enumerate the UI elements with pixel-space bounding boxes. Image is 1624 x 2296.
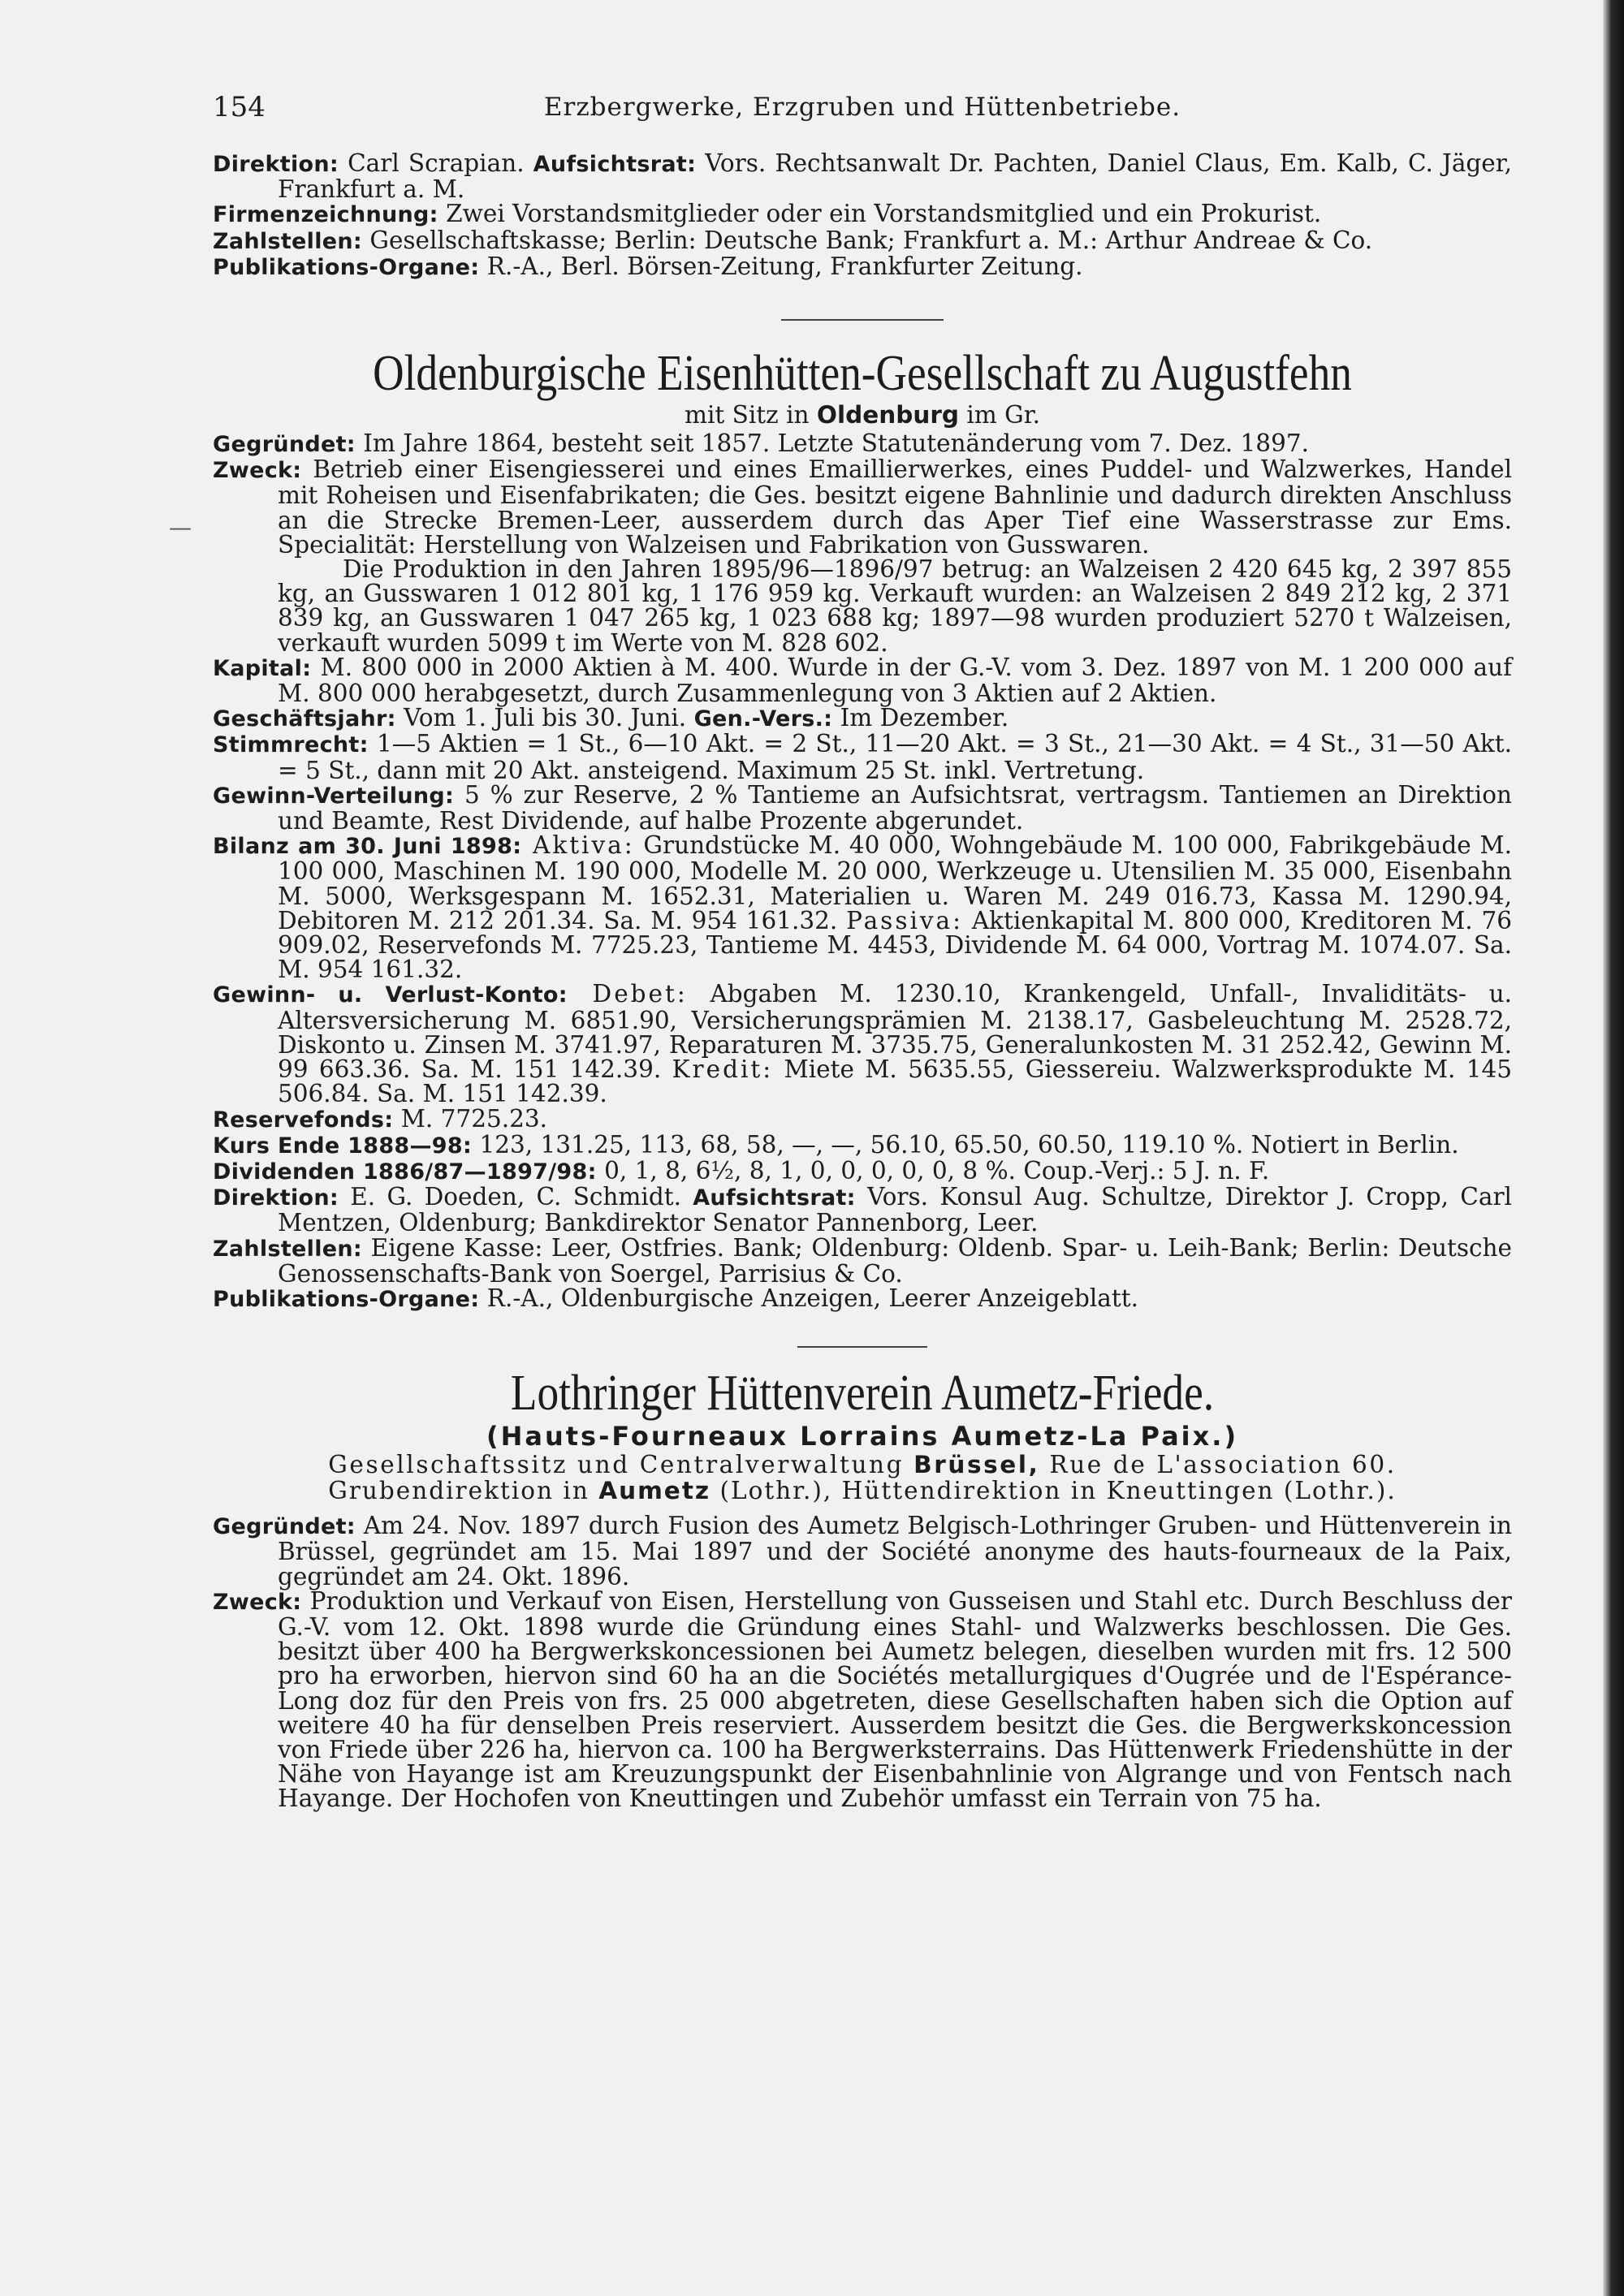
seat-city: Oldenburg: [816, 401, 959, 429]
text: Am 24. Nov. 1897 durch Fusion des Aumetz Belgisch-Lothringer Gruben- und Hüttenverein in Brüssel, gegründet am 15. Mai 1897 und der Société anonyme des hauts-fourneaux de la Paix, gegründet am 24. Okt. 1896.: [278, 1512, 1512, 1590]
oldenburg-zahlstellen: [213, 1233, 1512, 1288]
label: Kurs Ende 1888—98:: [213, 1133, 473, 1159]
text: Vors. Rechtsanwalt Dr. Pachten, Daniel Claus, Em. Kalb, C. Jäger, Frankfurt a. M.: [278, 149, 1513, 204]
label: Gewinn- u. Verlust-Konto:: [213, 982, 568, 1008]
site-city: Aumetz: [598, 1477, 711, 1505]
running-head: Erzbergwerke, Erzgruben und Hüttenbetriebe.: [543, 93, 1181, 122]
oldenburg-reservefonds: [213, 1104, 1512, 1133]
label: Zahlstellen:: [213, 1236, 363, 1262]
company-title: Lothringer Hüttenverein Aumetz-Friede.: [510, 1366, 1215, 1422]
text: Zwei Vorstandsmitglieder oder ein Vorstandsmitglied und ein Prokurist.: [438, 200, 1322, 228]
text: 123, 131.25, 113, 68, 58, —, —, 56.10, 65.50, 60.50, 119.10 %. Notiert in Berlin.: [472, 1130, 1459, 1159]
oldenburg-geschaeftsjahr: [213, 706, 1512, 732]
debet-label: Debet:: [567, 980, 688, 1008]
text: Gesellschaftssitz und Centralverwaltung: [328, 1451, 914, 1479]
prev-publikation: [213, 254, 1512, 280]
label: Gewinn-Verteilung:: [213, 783, 455, 809]
text: R.-A., Oldenburgische Anzeigen, Leerer Anzeigeblatt.: [479, 1284, 1138, 1312]
oldenburg-gewinn-verteilung: [213, 780, 1512, 835]
text: 5 % zur Reserve, 2 % Tantieme an Aufsichtsrat, vertragsm. Tantiemen an Direktion und Beamte, Rest Dividende, auf halbe Prozente abgerundet.: [278, 780, 1512, 835]
prev-company-section: [213, 151, 1512, 280]
oldenburg-dividenden: [213, 1156, 1512, 1185]
text: Aktienkapital M. 800 000, Kreditoren M. 76 909.02, Reservefonds M. 7725.23, Tantieme M. 4453, Dividende M. 64 000, Vortrag M. 1074.07. Sa. M. 954 161.32.: [278, 906, 1512, 984]
label: Reservefonds:: [213, 1107, 394, 1133]
oldenburg-kurs: [213, 1130, 1512, 1159]
label: Zahlstellen:: [213, 228, 363, 254]
lothringer-section: [213, 1366, 1512, 1813]
text: Betrieb einer Eisengiesserei und eines Emaillierwerkes, eines Puddel- und Walzwerkes, Handel mit Roheisen und Eisenfabrikaten; die Ges. besitzt eigene Bahnlinie und dadurch direkten Anschluss an die Strecke Bremen-Leer, ausserdem durch das Aper Tief eine Wasserstrasse zur Ems. Specialität: Herstellung von Walzeisen und Fabrikation von Gusswaren.: [278, 455, 1512, 559]
text: Grubendirektion in: [328, 1477, 599, 1505]
label: Aufsichtsrat:: [693, 1185, 856, 1211]
label: Kapital:: [213, 655, 312, 681]
oldenburg-zweck: [213, 457, 1512, 557]
label: Publikations-Organe:: [213, 254, 480, 280]
page-header: [213, 91, 1512, 140]
label: Zweck:: [213, 1589, 302, 1615]
passiva-label: Passiva:: [846, 906, 964, 934]
text: Vom 1. Juli bis 30. Juni.: [395, 704, 694, 732]
lothringer-gegruendet: [213, 1513, 1512, 1589]
label: Zweck:: [213, 458, 302, 484]
label: Gen.-Vers.:: [693, 706, 833, 732]
seat-city: Brüssel,: [914, 1451, 1040, 1479]
text: Im Jahre 1864, besteht seit 1857. Letzte Statutenänderung vom 7. Dez. 1897.: [355, 429, 1309, 458]
label: Firmenzeichnung:: [213, 202, 438, 228]
label: Publikations-Organe:: [213, 1286, 480, 1312]
label: Dividenden 1886/87—1897/98:: [213, 1159, 597, 1185]
oldenburg-stimmrecht: [213, 732, 1512, 782]
text: Die Produktion in den Jahren 1895/96—1896/97 betrug: an Walzeisen 2 420 645 kg, 2 397 855 kg, an Gusswaren 1 012 801 kg, 1 176 959 kg. Verkauft wurden: an Walzeisen 2 849 212 kg, 2 371 839 kg, an Gusswaren 1 047 265 kg, 1 023 688 kg; 1897—98 wurden produziert 5270 t Walzeisen, verkauft wurden 5099 t im Werte von M. 828 602.: [278, 555, 1512, 657]
label: Gegründet:: [213, 432, 356, 458]
section-divider: [781, 319, 944, 321]
text: Rue de L'association 60.: [1039, 1451, 1397, 1479]
label: Aufsichtsrat:: [533, 152, 697, 177]
text: Gesellschaftskasse; Berlin: Deutsche Bank; Frankfurt a. M.: Arthur Andreae & Co.: [362, 226, 1373, 254]
oldenburg-section: [213, 345, 1512, 1312]
label: Direktion:: [213, 152, 339, 177]
label: Direktion:: [213, 1185, 339, 1211]
company-direktion-sites: [213, 1478, 1512, 1504]
label: Stimmrecht:: [213, 732, 369, 758]
prev-zahlstellen: [213, 228, 1512, 254]
text: 1—5 Aktien = 1 St., 6—10 Akt. = 2 St., 11—20 Akt. = 3 St., 21—30 Akt. = 4 St., 31—50 Akt. = 5 St., dann mit 20 Akt. ansteigend. Maximum 25 St. inkl. Vertretung.: [278, 730, 1512, 784]
prev-firmenzeichnung: [213, 201, 1512, 227]
text: M. 7725.23.: [393, 1104, 548, 1133]
text: mit Sitz in: [685, 401, 817, 429]
margin-mark: —: [169, 514, 192, 541]
label: Gegründet:: [213, 1514, 356, 1540]
text: R.-A., Berl. Börsen-Zeitung, Frankfurter Zeitung.: [479, 252, 1083, 280]
oldenburg-bilanz: [213, 833, 1512, 982]
text: Miete M. 5635.55, Giessereiu. Walzwerksprodukte M. 145 506.84. Sa. M. 151 142.39.: [278, 1055, 1513, 1108]
text: (Lothr.), Hüttendirektion in Kneuttingen (Lothr.).: [710, 1477, 1397, 1505]
page: [213, 91, 1512, 1811]
label: Geschäftsjahr:: [213, 706, 396, 732]
text: Abgaben M. 1230.10, Krankengeld, Unfall-, Invaliditäts- u. Altersversicherung M. 6851.90, Versicherungsprämien M. 2138.17, Gasbeleuchtung M. 2528.72, Diskonto u. Zinsen M. 3741.97, Reparaturen M. 3735.75, Generalunkosten M. 31 252.42, Gewinn M. 99 663.36. Sa. M. 151 142.39.: [278, 980, 1512, 1084]
prev-direktion: [213, 149, 1513, 204]
text: Produktion und Verkauf von Eisen, Herstellung von Gusseisen und Stahl etc. Durch Beschluss der G.-V. vom 12. Okt. 1898 wurde die Gründung eines Stahl- und Walzwerks beschlossen. Die Ges. besitzt über 400 ha Bergwerkskoncessionen bei Aumetz belegen, dieselben wurden mit frs. 12 500 pro ha erworben, hiervon sind 60 ha an die Sociétés metallurgiques d'Ougrée und de l'Espérance-Long doz für den Preis von frs. 25 000 abgetreten, diese Gesellschaften haben sich die Option auf weitere 40 ha für denselben Preis reserviert. Ausserdem besitzt die Ges. die Bergwerkskoncession von Friede über 226 ha, hiervon ca. 100 ha Bergwerksterrains. Das Hüttenwerk Friedenshütte in der Nähe von Hayange ist am Kreuzungspunkt der Eisenbahnlinie von Algrange und von Fentsch nach Hayange. Der Hochofen von Kneuttingen und Zubehör umfasst ein Terrain von 75 ha.: [278, 1586, 1512, 1813]
oldenburg-gegruendet: [213, 431, 1512, 457]
text: Grundstücke M. 40 000, Wohngebäude M. 100 000, Fabrikgebäude M. 100 000, Maschinen M. 190 000, Modelle M. 20 000, Werkzeuge u. Utensilien M. 35 000, Eisenbahn M. 5000, Werksgespann M. 1652.31, Materialien u. Waren M. 249 016.73, Kassa M. 1290.94, Debitoren M. 212 201.34. Sa. M. 954 161.32.: [278, 831, 1512, 934]
text: Vors. Konsul Aug. Schultze, Direktor J. Cropp, Carl Mentzen, Oldenburg; Bankdirektor Senator Pannenborg, Leer.: [278, 1183, 1512, 1237]
page-number: 154: [213, 91, 266, 123]
oldenburg-kapital: [213, 655, 1512, 706]
section-divider: [797, 1346, 927, 1348]
text: 0, 1, 8, 6½, 8, 1, 0, 0, 0, 0, 0, 8 %. Coup.-Verj.: 5 J. n. F.: [596, 1156, 1270, 1185]
text: im Gr.: [959, 401, 1040, 429]
company-seat: [213, 402, 1512, 428]
oldenburg-publikation: [213, 1286, 1512, 1312]
lothringer-zweck: [213, 1586, 1512, 1813]
kredit-label: Kredit:: [672, 1055, 774, 1084]
company-subtitle: (Hauts-Fourneaux Lorrains Aumetz-La Paix.): [486, 1421, 1239, 1452]
oldenburg-direktion: [213, 1185, 1512, 1235]
label: Bilanz am 30. Juni 1898:: [213, 834, 522, 860]
text: Carl Scrapian.: [338, 149, 533, 177]
aktiva-label: Aktiva:: [521, 831, 635, 860]
text: M. 800 000 in 2000 Aktien à M. 400. Wurde in der G.-V. vom 3. Dez. 1897 von M. 1 200 000 auf M. 800 000 herabgesetzt, durch Zusammenlegung von 3 Aktien auf 2 Aktien.: [278, 653, 1512, 708]
company-title: Oldenburgische Eisenhütten-Gesellschaft zu Augustfehn: [373, 346, 1352, 402]
scan-edge: [1603, 0, 1624, 2296]
text: E. G. Doeden, C. Schmidt.: [338, 1183, 693, 1211]
oldenburg-produktion: [213, 557, 1512, 655]
text: Eigene Kasse: Leer, Ostfries. Bank; Oldenburg: Oldenb. Spar- u. Leih-Bank; Berlin: Deutsche Genossenschafts-Bank von Soergel, Parrisius & Co.: [278, 1233, 1512, 1288]
company-seat: [213, 1452, 1512, 1478]
oldenburg-guv: [213, 982, 1512, 1106]
text: Im Dezember.: [832, 704, 1009, 732]
